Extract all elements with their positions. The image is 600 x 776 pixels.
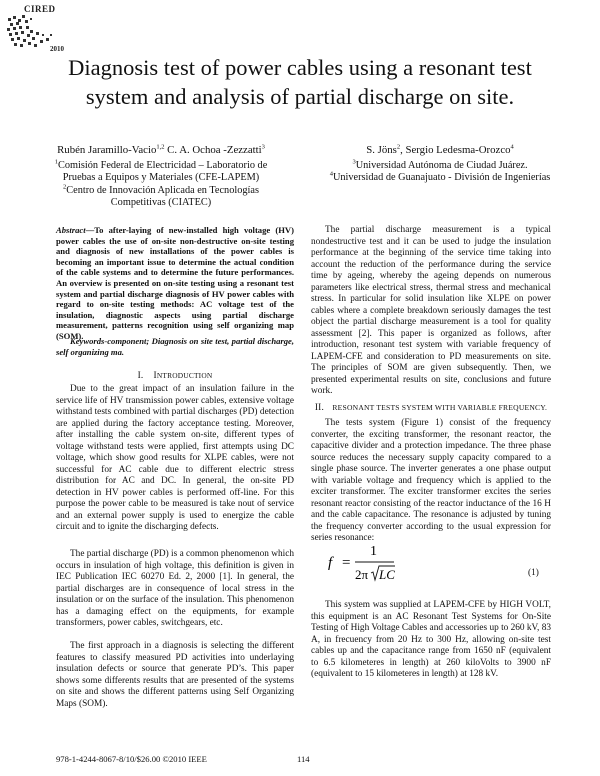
keywords-text: Keywords-component; Diagnosis on site test, partial discharge, self organizing ma.: [56, 336, 294, 357]
title-line-2: system and analysis of partial discharge on site.: [85, 84, 515, 109]
author-4-sup: 4: [510, 143, 514, 151]
aff-3-sup: 3: [352, 158, 356, 166]
abstract-lead: Abstract: [56, 225, 86, 235]
section-1-paragraph-2: [56, 549, 294, 630]
eq-radicand: LC: [379, 567, 395, 582]
author-1-sup: 1,2: [156, 143, 165, 151]
affiliation-1: [28, 160, 294, 173]
aff-2-sup: 2: [63, 183, 67, 191]
author-names-left: [28, 144, 294, 157]
eq-den-prefix: 2π: [355, 567, 369, 582]
logo-title: CIRED: [24, 4, 56, 14]
eq-equals: =: [342, 555, 351, 571]
section-2-p2-text: This system was supplied at LAPEM-CFE by HIGH VOLT, this equipment is an AC Resonant Test Systems for On-Site Testing of High Voltage Cables and accessories up to 260 kV, 83 A, in frecuency from 20 Hz to 300 Hz, allowing on-site test cables up and the capacitance range from 1650 nF (equivalent to 6.5 kilometeres in length) at 260 kiloVolts to 3900 nF (equivalent to 15 kilometeres in length) at 128 kV.: [311, 600, 552, 679]
right-intro-paragraph: [311, 225, 551, 398]
affiliation-2b: Competitivas (CIATEC): [110, 197, 212, 208]
section-2-heading: [311, 402, 551, 415]
equation-number: (1): [528, 568, 539, 578]
aff-2-line-1: Centro de Innovación Aplicada en Tecnologías: [66, 184, 259, 196]
footer-page-number: 114: [297, 754, 310, 764]
aff-1-sup: 1: [54, 158, 58, 166]
section-1-paragraph-1: [56, 384, 294, 534]
abstract: [56, 225, 294, 342]
section-1-rest: NTRODUCTION: [156, 371, 213, 380]
author-3: S. Jöns: [366, 144, 397, 156]
section-2-number: II.: [314, 403, 325, 413]
aff-4-sup: 4: [329, 170, 333, 178]
aff-1-line-1: Comisión Federal de Electricidad – Laboratorio de: [57, 159, 268, 171]
title-line-1: Diagnosis test of power cables using a resonant test: [68, 55, 532, 80]
cired-logo: [6, 4, 66, 58]
section-1-number: I.: [137, 371, 144, 381]
section-2-paragraph-2: [311, 600, 551, 681]
author-3-sup: 2: [396, 143, 401, 151]
section-1-paragraph-3: [56, 641, 294, 710]
affiliation-2: [28, 185, 294, 198]
right-intro-text: The partial discharge measurement is a typical nondestructive test and it can be used to judge the insulation performance at the beginning of the service time taking into account the reduction of the performance during the service time by ageing, whereby the ageing depends on numerous parameters like electrical stress, thermal stress and mechanical stress. In particular for solid insulation like XLPE on power cables where a complete breakdown seriously damages the test object the partial discharge measurement is a tool for quality assessment [2]. This paper is organized as follows, after introduction, resonant test system with variable frequency of LAPEM-CFE and consideration to PD measurements on site. The principles of SOM are given subsequently. Then, we presented experimental results on site, conclusions and future work.: [311, 225, 551, 396]
abstract-text: —To after-laying of new-installed high voltage (HV) power cables the use of on-site non-destructive on-site testing and diagnosis of new installations of the power cables is becoming an important issue to determine the actual condition of the cable systems and to determine the future performances. An overview is presented on on-site testing using a resonant test system and partial discharge diagnosis of HV power cables with regard to on-site testing methods: AC voltage test of the insulation, diagnostic aspects using partial discharge measurement, patterns recognition using self organizing map (SOM).: [56, 225, 294, 341]
logo-year: 2010: [50, 45, 64, 53]
authors-right: [300, 144, 580, 185]
author-2-sup: 3: [261, 143, 265, 151]
eq-numerator: 1: [370, 544, 377, 559]
section-2-title: RESONANT TESTS SYSTEM WITH VARIABLE FREQUENCY.: [332, 403, 548, 412]
affiliation-4: [300, 172, 580, 185]
affiliation-1b: Pruebas a Equipos y Materiales (CFE-LAPEM): [62, 172, 260, 183]
keywords: [56, 336, 294, 357]
eq-lhs: f: [328, 555, 333, 571]
section-1-p3-text: The first approach in a diagnosis is selecting the different features to classify measured PD activities into underlaying insulation defects or source that generate PD’s. This paper shows some differents results that are presented of the systems on site and shows the different patterns using Self Organizing Maps (SOM).: [56, 641, 294, 709]
paper-title: [30, 53, 570, 111]
authors-left: [28, 144, 294, 210]
resonance-equation: [322, 541, 552, 585]
section-1-p2-text: The partial discharge (PD) is a common phenomenon which occurs in insulation of high voltage, this definition is given in IEC Publication IEC 60270 Ed. 2, 2000 [1]. In general, the partial discharges are in consequence of local stress in the insulation or on the surface of the insulation. This phenomenon has a damaging effect on the equipments, for example transformers, power cables, switchgears, etc.: [56, 549, 294, 628]
affiliation-3: [300, 160, 580, 173]
author-names-right: [300, 144, 580, 157]
section-1-first: I: [153, 371, 157, 381]
section-2-paragraph-1: [311, 418, 551, 545]
author-4: , Sergio Ledesma-Orozco: [400, 144, 511, 156]
aff-3-text: Universidad Autónoma de Ciudad Juárez.: [355, 159, 528, 171]
author-2: C. A. Ochoa -Zezzatti: [164, 144, 262, 156]
section-1-heading: [56, 370, 294, 383]
section-2-p1-text: The tests system (Figure 1) consist of the frequency converter, the exciting transformer, the resonant reactor, the capacitive divider and a protection impedance. The three phase source reduces the necessary supply capacity compared to a single phase source. The inverter generates a one phase output with variable voltage and frequency which is applied to the exciter transformer. The exciter transformer excites the series resonant reactor consisting of the reactor inductance of the 16 H and the cable capacitance. The resonance is adjusted by tuning the frequency converter according to the usual expression for series resonance:: [311, 418, 551, 543]
footer-isbn: 978-1-4244-8067-8/10/$26.00 ©2010 IEEE: [56, 754, 207, 764]
author-1: Rubén Jaramillo-Vacio: [57, 144, 157, 156]
aff-4-text: Universidad de Guanajuato - División de Ingenierías: [332, 172, 551, 183]
section-1-p1-text: Due to the great impact of an insulation failure in the service life of HV transmission power cables, extensive voltage withstand tests combined with partial discharges (PD) detection are applied during the factory acceptance testing. Moreover, after installing the cable system on-site, different types of voltage withstand tests were applied, first attempts using DC voltage, which show good results for XLPE cables, were not successful for AC cable due to different electric stress distribution for AC and DC. In general, the on-site PD detection in HV power cables is performed off-line. For this purpose the power cable to be measured is take nout of service and an external power supply is used to energize the cable circuit and to ignite the discharging defects.: [56, 384, 294, 532]
